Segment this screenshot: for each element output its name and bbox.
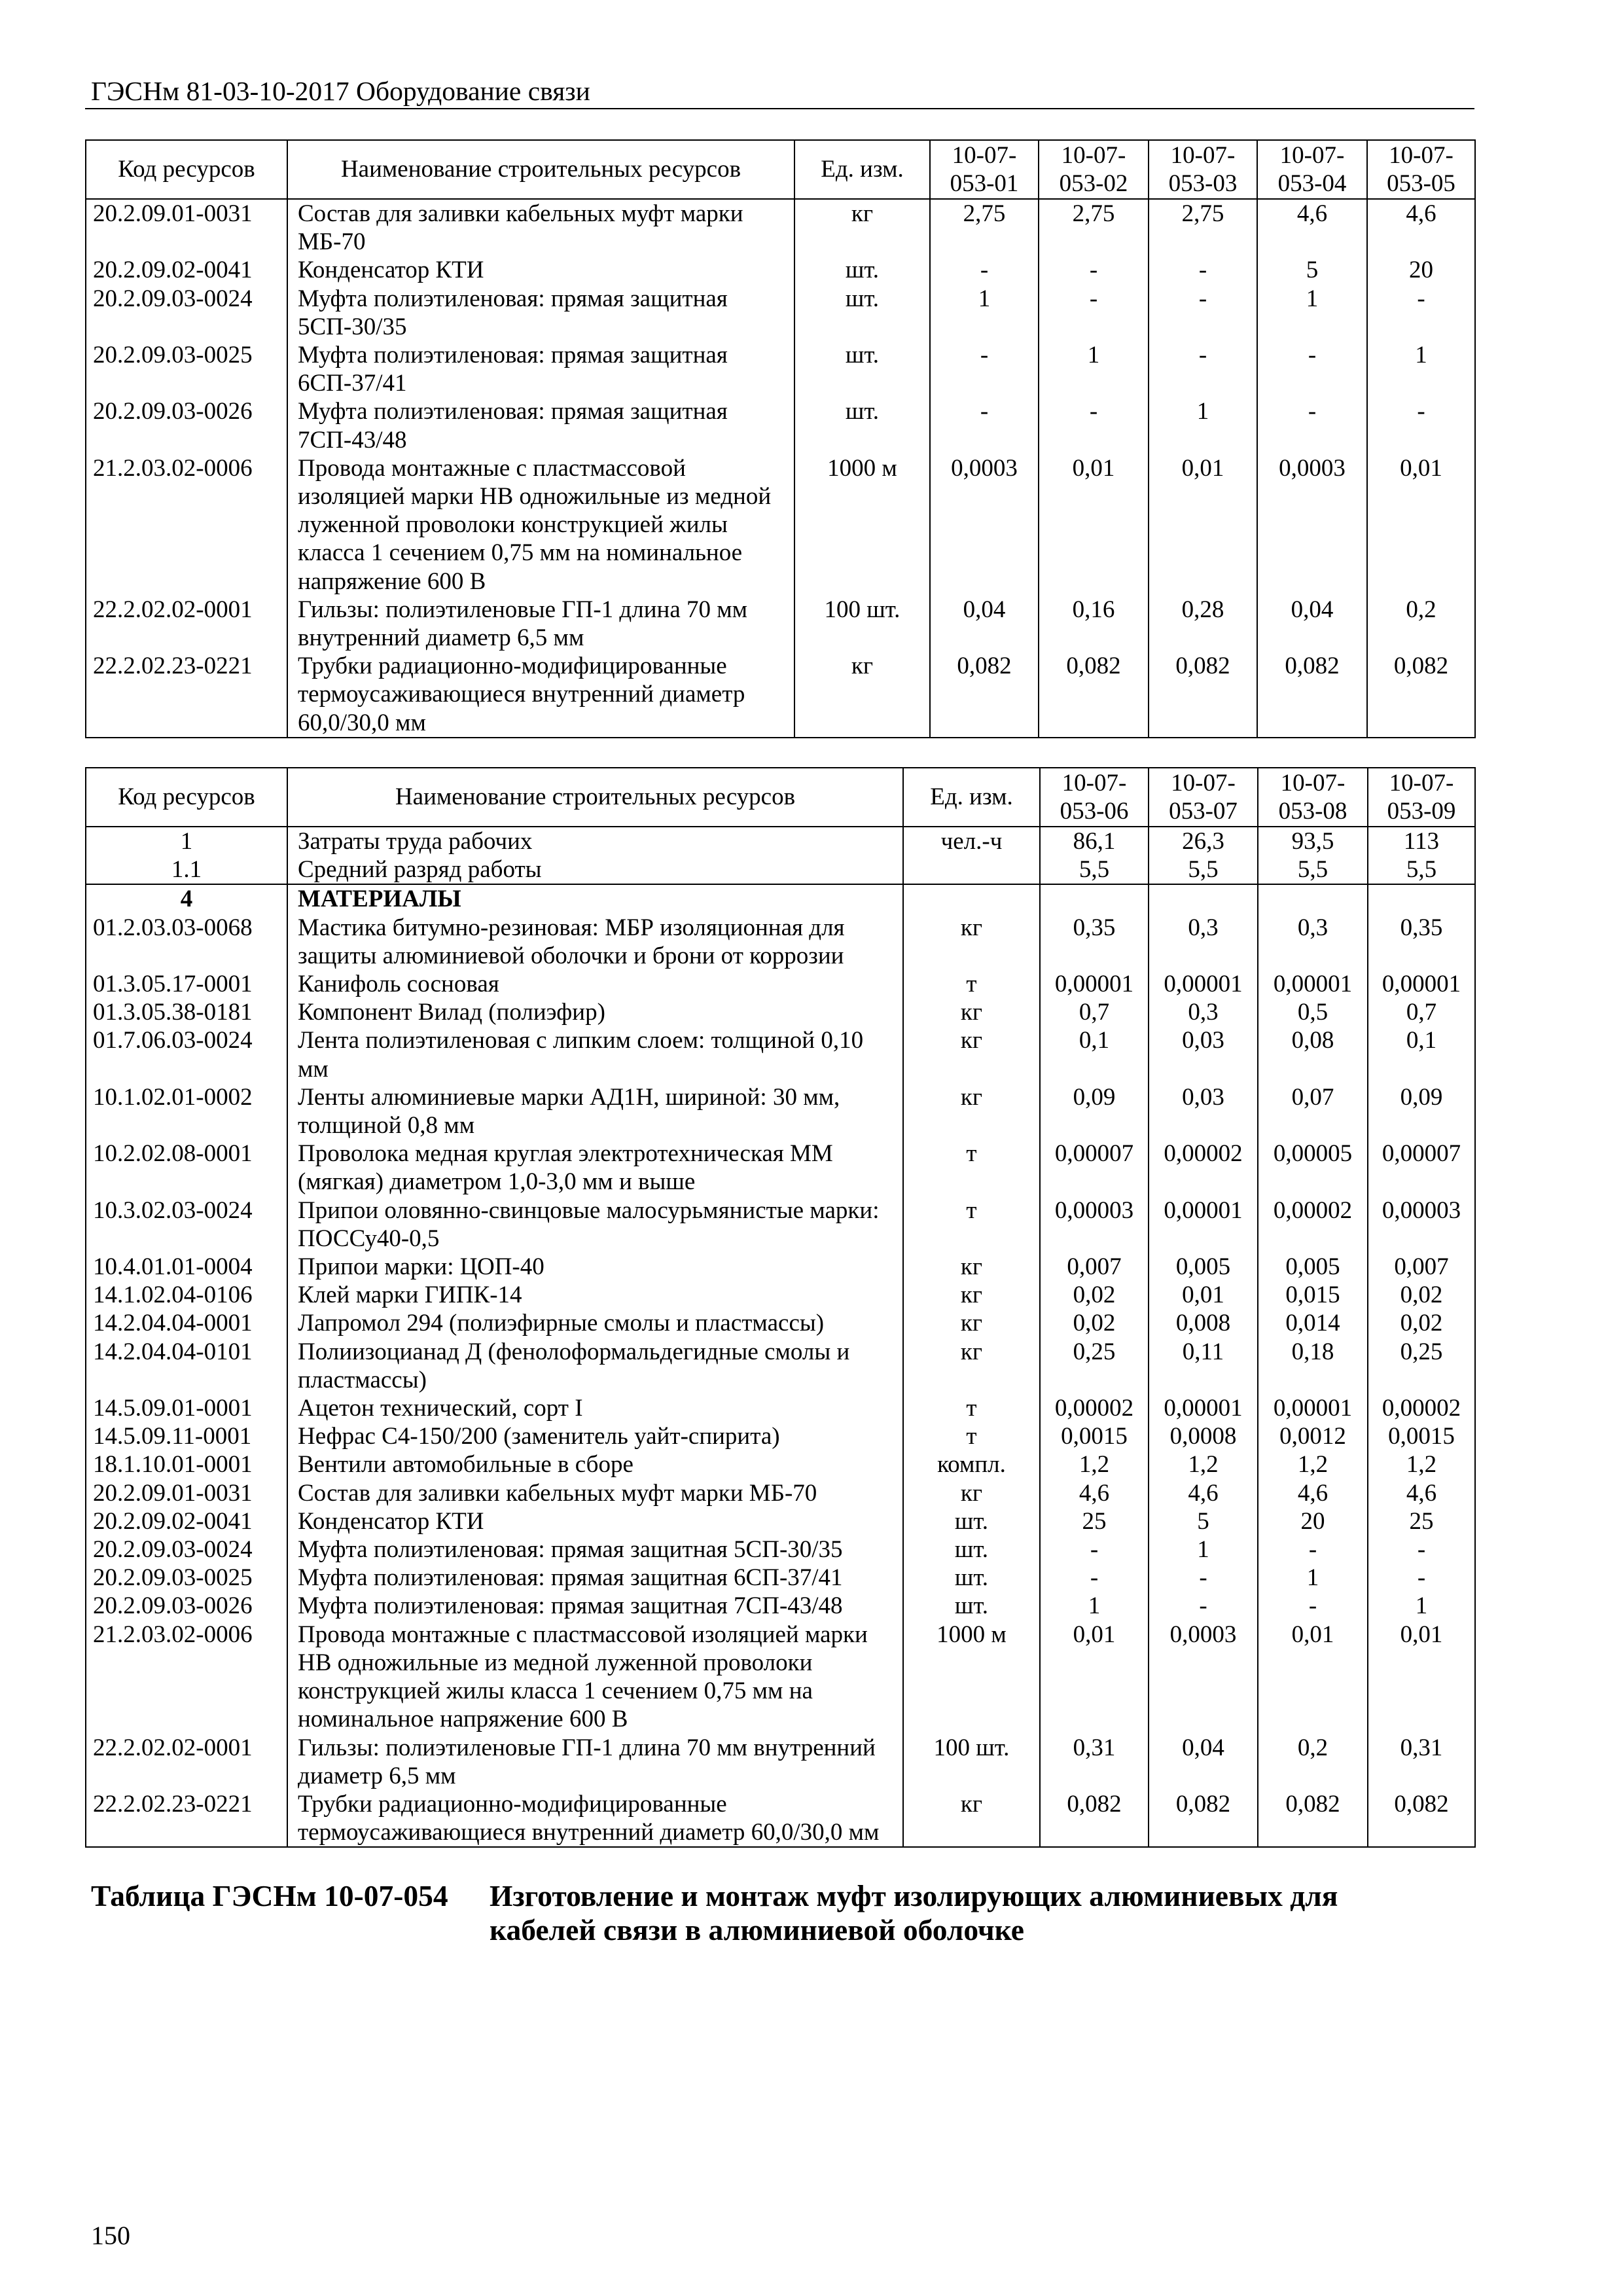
quantity-cell: 0,082 — [1367, 652, 1475, 738]
unit-cell: 100 шт. — [903, 1734, 1040, 1790]
header-col-053-07: 10-07- 053-07 — [1149, 768, 1258, 827]
quantity-cell: 0,00001 — [1149, 1196, 1258, 1253]
header-name: Наименование строительных ресурсов — [287, 140, 794, 199]
quantity-cell: 0,00001 — [1149, 1394, 1258, 1422]
quantity-cell: 0,082 — [1258, 1790, 1368, 1847]
unit-cell: 100 шт. — [794, 596, 930, 652]
quantity-cell: 0,25 — [1040, 1338, 1149, 1394]
quantity-cell: - — [1367, 285, 1475, 341]
header-col-053-02: 10-07- 053-02 — [1039, 140, 1149, 199]
resource-code: 10.1.02.01-0002 — [86, 1083, 287, 1139]
resources-table-053-01-05 — [85, 139, 1476, 738]
unit-cell: кг — [903, 914, 1040, 970]
quantity-cell: - — [1368, 1564, 1475, 1592]
unit-cell: шт. — [794, 285, 930, 341]
quantity-cell: 0,0003 — [1149, 1621, 1258, 1734]
unit-cell: кг — [903, 1790, 1040, 1847]
quantity-cell: 0,08 — [1258, 1026, 1368, 1083]
quantity-cell: 0,0015 — [1040, 1422, 1149, 1450]
quantity-cell: 0,01 — [1149, 1281, 1258, 1309]
unit-cell: кг — [903, 998, 1040, 1026]
quantity-cell: - — [1149, 341, 1257, 397]
quantity-cell: 113 — [1368, 827, 1475, 855]
unit-cell: т — [903, 1394, 1040, 1422]
resource-name: Ленты алюминиевые марки АД1Н, шириной: 30 мм, толщиной 0,8 мм — [287, 1083, 903, 1139]
quantity-cell: - — [1257, 397, 1367, 454]
table-row — [86, 1196, 1475, 1253]
quantity-cell: 0,07 — [1258, 1083, 1368, 1139]
resource-name: Состав для заливки кабельных муфт марки МБ-70 — [287, 1479, 903, 1507]
quantity-cell: 0,3 — [1258, 914, 1368, 970]
quantity-cell: 0,015 — [1258, 1281, 1368, 1309]
quantity-cell: 0,0015 — [1368, 1422, 1475, 1450]
running-header: ГЭСНм 81-03-10-2017 Оборудование связи — [91, 76, 590, 106]
quantity-cell: 2,75 — [1039, 199, 1149, 256]
quantity-cell: 0,082 — [1149, 1790, 1258, 1847]
quantity-cell: - — [930, 341, 1039, 397]
quantity-cell: 0,00002 — [1040, 1394, 1149, 1422]
resource-code: 01.3.05.38-0181 — [86, 998, 287, 1026]
quantity-cell: - — [1149, 1564, 1258, 1592]
resource-name: Проволока медная круглая электротехническая ММ (мягкая) диаметром 1,0-3,0 мм и выше — [287, 1139, 903, 1196]
resource-name: Мастика битумно-резиновая: МБР изоляционная для защиты алюминиевой оболочки и брони от коррозии — [287, 914, 903, 970]
resource-code: 10.4.01.01-0004 — [86, 1253, 287, 1281]
quantity-cell: 4,6 — [1368, 1479, 1475, 1507]
resource-code: 01.7.06.03-0024 — [86, 1026, 287, 1083]
resource-name: Ацетон технический, сорт I — [287, 1394, 903, 1422]
quantity-cell: 0,35 — [1040, 914, 1149, 970]
quantity-cell: - — [930, 256, 1039, 284]
quantity-cell: 0,005 — [1149, 1253, 1258, 1281]
resource-name: Муфта полиэтиленовая: прямая защитная 5СП-30/35 — [287, 285, 794, 341]
quantity-cell: 0,35 — [1368, 914, 1475, 970]
quantity-cell: 0,014 — [1258, 1309, 1368, 1337]
quantity-cell: 0,008 — [1149, 1309, 1258, 1337]
header-code: Код ресурсов — [86, 140, 287, 199]
table-row — [86, 199, 1475, 256]
quantity-cell: 0,2 — [1367, 596, 1475, 652]
unit-cell: кг — [903, 1309, 1040, 1337]
quantity-cell: 0,01 — [1367, 454, 1475, 596]
quantity-cell: 5,5 — [1040, 855, 1149, 884]
table-row — [86, 1338, 1475, 1394]
quantity-cell: 0,082 — [1040, 1790, 1149, 1847]
resource-name: Канифоль сосновая — [287, 970, 903, 998]
resource-code: 10.3.02.03-0024 — [86, 1196, 287, 1253]
quantity-cell: - — [1257, 341, 1367, 397]
quantity-cell: 0,082 — [1039, 652, 1149, 738]
quantity-cell: 4,6 — [1367, 199, 1475, 256]
header-col-053-04: 10-07- 053-04 — [1257, 140, 1367, 199]
quantity-cell: 0,082 — [1257, 652, 1367, 738]
quantity-cell: 0,04 — [930, 596, 1039, 652]
table-row — [86, 827, 1475, 855]
quantity-cell: 2,75 — [930, 199, 1039, 256]
quantity-cell: 5,5 — [1149, 855, 1258, 884]
quantity-cell: 1 — [1039, 341, 1149, 397]
table-row — [86, 652, 1475, 738]
quantity-cell: - — [1367, 397, 1475, 454]
resource-name: Лапромол 294 (полиэфирные смолы и пластмассы) — [287, 1309, 903, 1337]
quantity-cell: - — [1149, 1592, 1258, 1620]
unit-cell: 1000 м — [903, 1621, 1040, 1734]
resource-code: 22.2.02.23-0221 — [86, 1790, 287, 1847]
resource-code: 20.2.09.03-0025 — [86, 1564, 287, 1592]
resource-name: МАТЕРИАЛЫ — [287, 884, 903, 913]
quantity-cell: 0,02 — [1040, 1309, 1149, 1337]
quantity-cell: 2,75 — [1149, 199, 1257, 256]
resource-code: 01.2.03.03-0068 — [86, 914, 287, 970]
quantity-cell: 0,04 — [1149, 1734, 1258, 1790]
quantity-cell: 0,09 — [1040, 1083, 1149, 1139]
quantity-cell: 0,00001 — [1040, 970, 1149, 998]
quantity-cell: 0,09 — [1368, 1083, 1475, 1139]
table-row — [86, 1479, 1475, 1507]
resource-code: 20.2.09.03-0025 — [86, 341, 287, 397]
resource-code: 1.1 — [86, 855, 287, 884]
resource-code: 20.2.09.01-0031 — [86, 1479, 287, 1507]
unit-cell: кг — [903, 1253, 1040, 1281]
resource-code: 21.2.03.02-0006 — [86, 1621, 287, 1734]
quantity-cell: 0,0003 — [930, 454, 1039, 596]
unit-cell: шт. — [903, 1535, 1040, 1564]
resource-name: Муфта полиэтиленовая: прямая защитная 7СП-43/48 — [287, 397, 794, 454]
table-row — [86, 1564, 1475, 1592]
table-row — [86, 454, 1475, 596]
quantity-cell — [1368, 884, 1475, 913]
quantity-cell: 0,31 — [1040, 1734, 1149, 1790]
quantity-cell: 0,01 — [1368, 1621, 1475, 1734]
quantity-cell: 0,007 — [1368, 1253, 1475, 1281]
quantity-cell: 0,082 — [1368, 1790, 1475, 1847]
quantity-cell: 0,01 — [1149, 454, 1257, 596]
quantity-cell: 0,00005 — [1258, 1139, 1368, 1196]
quantity-cell: 0,01 — [1258, 1621, 1368, 1734]
table-row — [86, 341, 1475, 397]
resource-name: Нефрас С4-150/200 (заменитель уайт-спирита) — [287, 1422, 903, 1450]
header-unit: Ед. изм. — [794, 140, 930, 199]
unit-cell: шт. — [794, 397, 930, 454]
quantity-cell — [1040, 884, 1149, 913]
table-row — [86, 596, 1475, 652]
unit-cell: шт. — [903, 1592, 1040, 1620]
quantity-cell: 0,00001 — [1258, 970, 1368, 998]
table-row — [86, 1026, 1475, 1083]
quantity-cell: - — [1368, 1535, 1475, 1564]
resource-name: Припои оловянно-свинцовые малосурьмянистые марки: ПОССу40-0,5 — [287, 1196, 903, 1253]
quantity-cell: 1,2 — [1258, 1450, 1368, 1479]
resource-name: Трубки радиационно-модифицированные термоусаживающиеся внутренний диаметр 60,0/30,0 мм — [287, 1790, 903, 1847]
resource-code: 22.2.02.02-0001 — [86, 1734, 287, 1790]
resource-name: Гильзы: полиэтиленовые ГП-1 длина 70 мм внутренний диаметр 6,5 мм — [287, 1734, 903, 1790]
resource-code: 1 — [86, 827, 287, 855]
quantity-cell: - — [930, 397, 1039, 454]
quantity-cell: 0,005 — [1258, 1253, 1368, 1281]
resource-code: 14.1.02.04-0106 — [86, 1281, 287, 1309]
table-row — [86, 1139, 1475, 1196]
resource-code: 14.5.09.01-0001 — [86, 1394, 287, 1422]
quantity-cell: 0,11 — [1149, 1338, 1258, 1394]
resource-code: 20.2.09.03-0026 — [86, 1592, 287, 1620]
quantity-cell: 1 — [1040, 1592, 1149, 1620]
header-code: Код ресурсов — [86, 768, 287, 827]
resource-code: 20.2.09.02-0041 — [86, 256, 287, 284]
quantity-cell: 0,00003 — [1368, 1196, 1475, 1253]
quantity-cell: 0,00002 — [1149, 1139, 1258, 1196]
quantity-cell: 5,5 — [1368, 855, 1475, 884]
quantity-cell: 86,1 — [1040, 827, 1149, 855]
quantity-cell: 0,082 — [930, 652, 1039, 738]
resource-name: Муфта полиэтиленовая: прямая защитная 6СП-37/41 — [287, 1564, 903, 1592]
quantity-cell: 0,01 — [1040, 1621, 1149, 1734]
table-row — [86, 1535, 1475, 1564]
table-row — [86, 1790, 1475, 1847]
header-col-053-06: 10-07- 053-06 — [1040, 768, 1149, 827]
quantity-cell: 1 — [1149, 1535, 1258, 1564]
table-row — [86, 914, 1475, 970]
quantity-cell: 0,28 — [1149, 596, 1257, 652]
unit-cell — [903, 855, 1040, 884]
quantity-cell: 0,7 — [1040, 998, 1149, 1026]
resource-name: Припои марки: ЦОП-40 — [287, 1253, 903, 1281]
resource-code: 14.5.09.11-0001 — [86, 1422, 287, 1450]
quantity-cell: 1,2 — [1040, 1450, 1149, 1479]
unit-cell: кг — [903, 1026, 1040, 1083]
quantity-cell: 20 — [1258, 1507, 1368, 1535]
quantity-cell: 1 — [1258, 1564, 1368, 1592]
resource-name: Лента полиэтиленовая с липким слоем: толщиной 0,10 мм — [287, 1026, 903, 1083]
unit-cell: компл. — [903, 1450, 1040, 1479]
quantity-cell: - — [1149, 285, 1257, 341]
page-number: 150 — [91, 2221, 130, 2250]
table-row — [86, 1734, 1475, 1790]
header-unit: Ед. изм. — [903, 768, 1040, 827]
table-row — [86, 1394, 1475, 1422]
table-row — [86, 397, 1475, 454]
quantity-cell: 0,02 — [1368, 1281, 1475, 1309]
quantity-cell: 1 — [1149, 397, 1257, 454]
quantity-cell — [1149, 884, 1258, 913]
quantity-cell: 4,6 — [1149, 1479, 1258, 1507]
resource-name: Муфта полиэтиленовая: прямая защитная 6СП-37/41 — [287, 341, 794, 397]
quantity-cell: 0,04 — [1257, 596, 1367, 652]
resource-code: 20.2.09.02-0041 — [86, 1507, 287, 1535]
quantity-cell: 0,1 — [1368, 1026, 1475, 1083]
table-row — [86, 1281, 1475, 1309]
unit-cell: т — [903, 1422, 1040, 1450]
table-header-row — [86, 140, 1475, 199]
table-row — [86, 1083, 1475, 1139]
quantity-cell: 0,007 — [1040, 1253, 1149, 1281]
header-name: Наименование строительных ресурсов — [287, 768, 903, 827]
quantity-cell: 0,0003 — [1257, 454, 1367, 596]
unit-cell: шт. — [794, 256, 930, 284]
resource-code: 10.2.02.08-0001 — [86, 1139, 287, 1196]
quantity-cell: 0,00003 — [1040, 1196, 1149, 1253]
quantity-cell: 0,0008 — [1149, 1422, 1258, 1450]
unit-cell: шт. — [903, 1507, 1040, 1535]
quantity-cell: 0,00002 — [1258, 1196, 1368, 1253]
table-row — [86, 285, 1475, 341]
header-divider — [85, 108, 1474, 109]
section-row — [86, 884, 1475, 913]
resource-code: 20.2.09.03-0024 — [86, 285, 287, 341]
resource-name: Конденсатор КТИ — [287, 256, 794, 284]
quantity-cell: 26,3 — [1149, 827, 1258, 855]
header-col-053-08: 10-07- 053-08 — [1258, 768, 1368, 827]
resource-code: 01.3.05.17-0001 — [86, 970, 287, 998]
resource-name: Вентили автомобильные в сборе — [287, 1450, 903, 1479]
unit-cell: чел.-ч — [903, 827, 1040, 855]
quantity-cell: 5 — [1257, 256, 1367, 284]
quantity-cell: - — [1258, 1592, 1368, 1620]
unit-cell: кг — [903, 1479, 1040, 1507]
table-caption-title: Изготовление и монтаж муфт изолирующих алюминиевых для кабелей связи в алюминиевой оболочке — [490, 1879, 1338, 1946]
table-row — [86, 1592, 1475, 1620]
resource-name: Провода монтажные с пластмассовой изоляцией марки НВ одножильные из медной луженной проволоки конструкцией жилы класса 1 сечением 0,75 мм на номинальное напряжение 600 В — [287, 454, 794, 596]
quantity-cell: 0,00001 — [1149, 970, 1258, 998]
table-row — [86, 998, 1475, 1026]
resource-code: 14.2.04.04-0101 — [86, 1338, 287, 1394]
quantity-cell: 4,6 — [1257, 199, 1367, 256]
table-row — [86, 1422, 1475, 1450]
unit-cell: кг — [903, 1281, 1040, 1309]
unit-cell: 1000 м — [794, 454, 930, 596]
quantity-cell: 0,03 — [1149, 1026, 1258, 1083]
table-row — [86, 1450, 1475, 1479]
quantity-cell: 1 — [1368, 1592, 1475, 1620]
resource-name: Затраты труда рабочих — [287, 827, 903, 855]
unit-cell: т — [903, 1139, 1040, 1196]
table-row — [86, 1621, 1475, 1734]
quantity-cell: 0,7 — [1368, 998, 1475, 1026]
quantity-cell: 0,25 — [1368, 1338, 1475, 1394]
unit-cell: шт. — [903, 1564, 1040, 1592]
resources-table-053-06-09 — [85, 767, 1476, 1848]
quantity-cell: 4,6 — [1040, 1479, 1149, 1507]
quantity-cell: 0,02 — [1040, 1281, 1149, 1309]
quantity-cell: - — [1149, 256, 1257, 284]
table-row — [86, 1507, 1475, 1535]
quantity-cell: 0,00001 — [1258, 1394, 1368, 1422]
quantity-cell: 20 — [1367, 256, 1475, 284]
quantity-cell: 5 — [1149, 1507, 1258, 1535]
resource-name: Муфта полиэтиленовая: прямая защитная 7СП-43/48 — [287, 1592, 903, 1620]
quantity-cell: 0,00007 — [1368, 1139, 1475, 1196]
quantity-cell: 0,3 — [1149, 998, 1258, 1026]
resource-code: 22.2.02.02-0001 — [86, 596, 287, 652]
unit-cell — [903, 884, 1040, 913]
unit-cell: кг — [794, 199, 930, 256]
resource-code: 4 — [86, 884, 287, 913]
header-col-053-01: 10-07- 053-01 — [930, 140, 1039, 199]
quantity-cell: 25 — [1368, 1507, 1475, 1535]
resource-code: 14.2.04.04-0001 — [86, 1309, 287, 1337]
quantity-cell: 1 — [1367, 341, 1475, 397]
quantity-cell: - — [1040, 1535, 1149, 1564]
quantity-cell: 5,5 — [1258, 855, 1368, 884]
unit-cell: шт. — [794, 341, 930, 397]
resource-code: 20.2.09.01-0031 — [86, 199, 287, 256]
resource-code: 22.2.02.23-0221 — [86, 652, 287, 738]
resource-name: Конденсатор КТИ — [287, 1507, 903, 1535]
quantity-cell: 0,02 — [1368, 1309, 1475, 1337]
unit-cell: кг — [903, 1083, 1040, 1139]
quantity-cell: - — [1039, 256, 1149, 284]
table-row — [86, 855, 1475, 884]
resource-code: 20.2.09.03-0024 — [86, 1535, 287, 1564]
quantity-cell: - — [1258, 1535, 1368, 1564]
quantity-cell: 0,0012 — [1258, 1422, 1368, 1450]
header-col-053-03: 10-07- 053-03 — [1149, 140, 1257, 199]
quantity-cell: 0,3 — [1149, 914, 1258, 970]
quantity-cell: 1 — [1257, 285, 1367, 341]
quantity-cell: 0,2 — [1258, 1734, 1368, 1790]
quantity-cell: 0,1 — [1040, 1026, 1149, 1083]
quantity-cell: - — [1039, 397, 1149, 454]
resource-name: Состав для заливки кабельных муфт марки МБ-70 — [287, 199, 794, 256]
resource-code: 20.2.09.03-0026 — [86, 397, 287, 454]
resource-name: Гильзы: полиэтиленовые ГП-1 длина 70 мм внутренний диаметр 6,5 мм — [287, 596, 794, 652]
quantity-cell: 0,00007 — [1040, 1139, 1149, 1196]
quantity-cell: 0,082 — [1149, 652, 1257, 738]
quantity-cell: 0,01 — [1039, 454, 1149, 596]
resource-code: 18.1.10.01-0001 — [86, 1450, 287, 1479]
quantity-cell: - — [1040, 1564, 1149, 1592]
quantity-cell: 0,00002 — [1368, 1394, 1475, 1422]
header-col-053-09: 10-07- 053-09 — [1368, 768, 1475, 827]
unit-cell: кг — [794, 652, 930, 738]
table-row — [86, 1253, 1475, 1281]
quantity-cell: 0,31 — [1368, 1734, 1475, 1790]
resource-name: Средний разряд работы — [287, 855, 903, 884]
unit-cell: т — [903, 1196, 1040, 1253]
resource-code: 21.2.03.02-0006 — [86, 454, 287, 596]
table-caption-label: Таблица ГЭСНм 10-07-054 — [91, 1879, 448, 1912]
quantity-cell: 4,6 — [1258, 1479, 1368, 1507]
quantity-cell: 0,18 — [1258, 1338, 1368, 1394]
quantity-cell: 1,2 — [1368, 1450, 1475, 1479]
quantity-cell: - — [1039, 285, 1149, 341]
resource-name: Провода монтажные с пластмассовой изоляцией марки НВ одножильные из медной луженной проволоки конструкцией жилы класса 1 сечением 0,75 мм на номинальное напряжение 600 В — [287, 1621, 903, 1734]
resource-name: Компонент Вилад (полиэфир) — [287, 998, 903, 1026]
quantity-cell: 93,5 — [1258, 827, 1368, 855]
table-header-row — [86, 768, 1475, 827]
quantity-cell — [1258, 884, 1368, 913]
quantity-cell: 0,5 — [1258, 998, 1368, 1026]
quantity-cell: 0,16 — [1039, 596, 1149, 652]
table-row — [86, 256, 1475, 284]
quantity-cell: 25 — [1040, 1507, 1149, 1535]
resource-name: Клей марки ГИПК-14 — [287, 1281, 903, 1309]
resource-name: Трубки радиационно-модифицированные термоусаживающиеся внутренний диаметр 60,0/30,0 мм — [287, 652, 794, 738]
resource-name: Полиизоцианад Д (фенолоформальдегидные смолы и пластмассы) — [287, 1338, 903, 1394]
unit-cell: т — [903, 970, 1040, 998]
quantity-cell: 0,00001 — [1368, 970, 1475, 998]
resource-name: Муфта полиэтиленовая: прямая защитная 5СП-30/35 — [287, 1535, 903, 1564]
unit-cell: кг — [903, 1338, 1040, 1394]
header-col-053-05: 10-07- 053-05 — [1367, 140, 1475, 199]
table-row — [86, 970, 1475, 998]
quantity-cell: 1 — [930, 285, 1039, 341]
quantity-cell: 0,03 — [1149, 1083, 1258, 1139]
table-row — [86, 1309, 1475, 1337]
quantity-cell: 1,2 — [1149, 1450, 1258, 1479]
